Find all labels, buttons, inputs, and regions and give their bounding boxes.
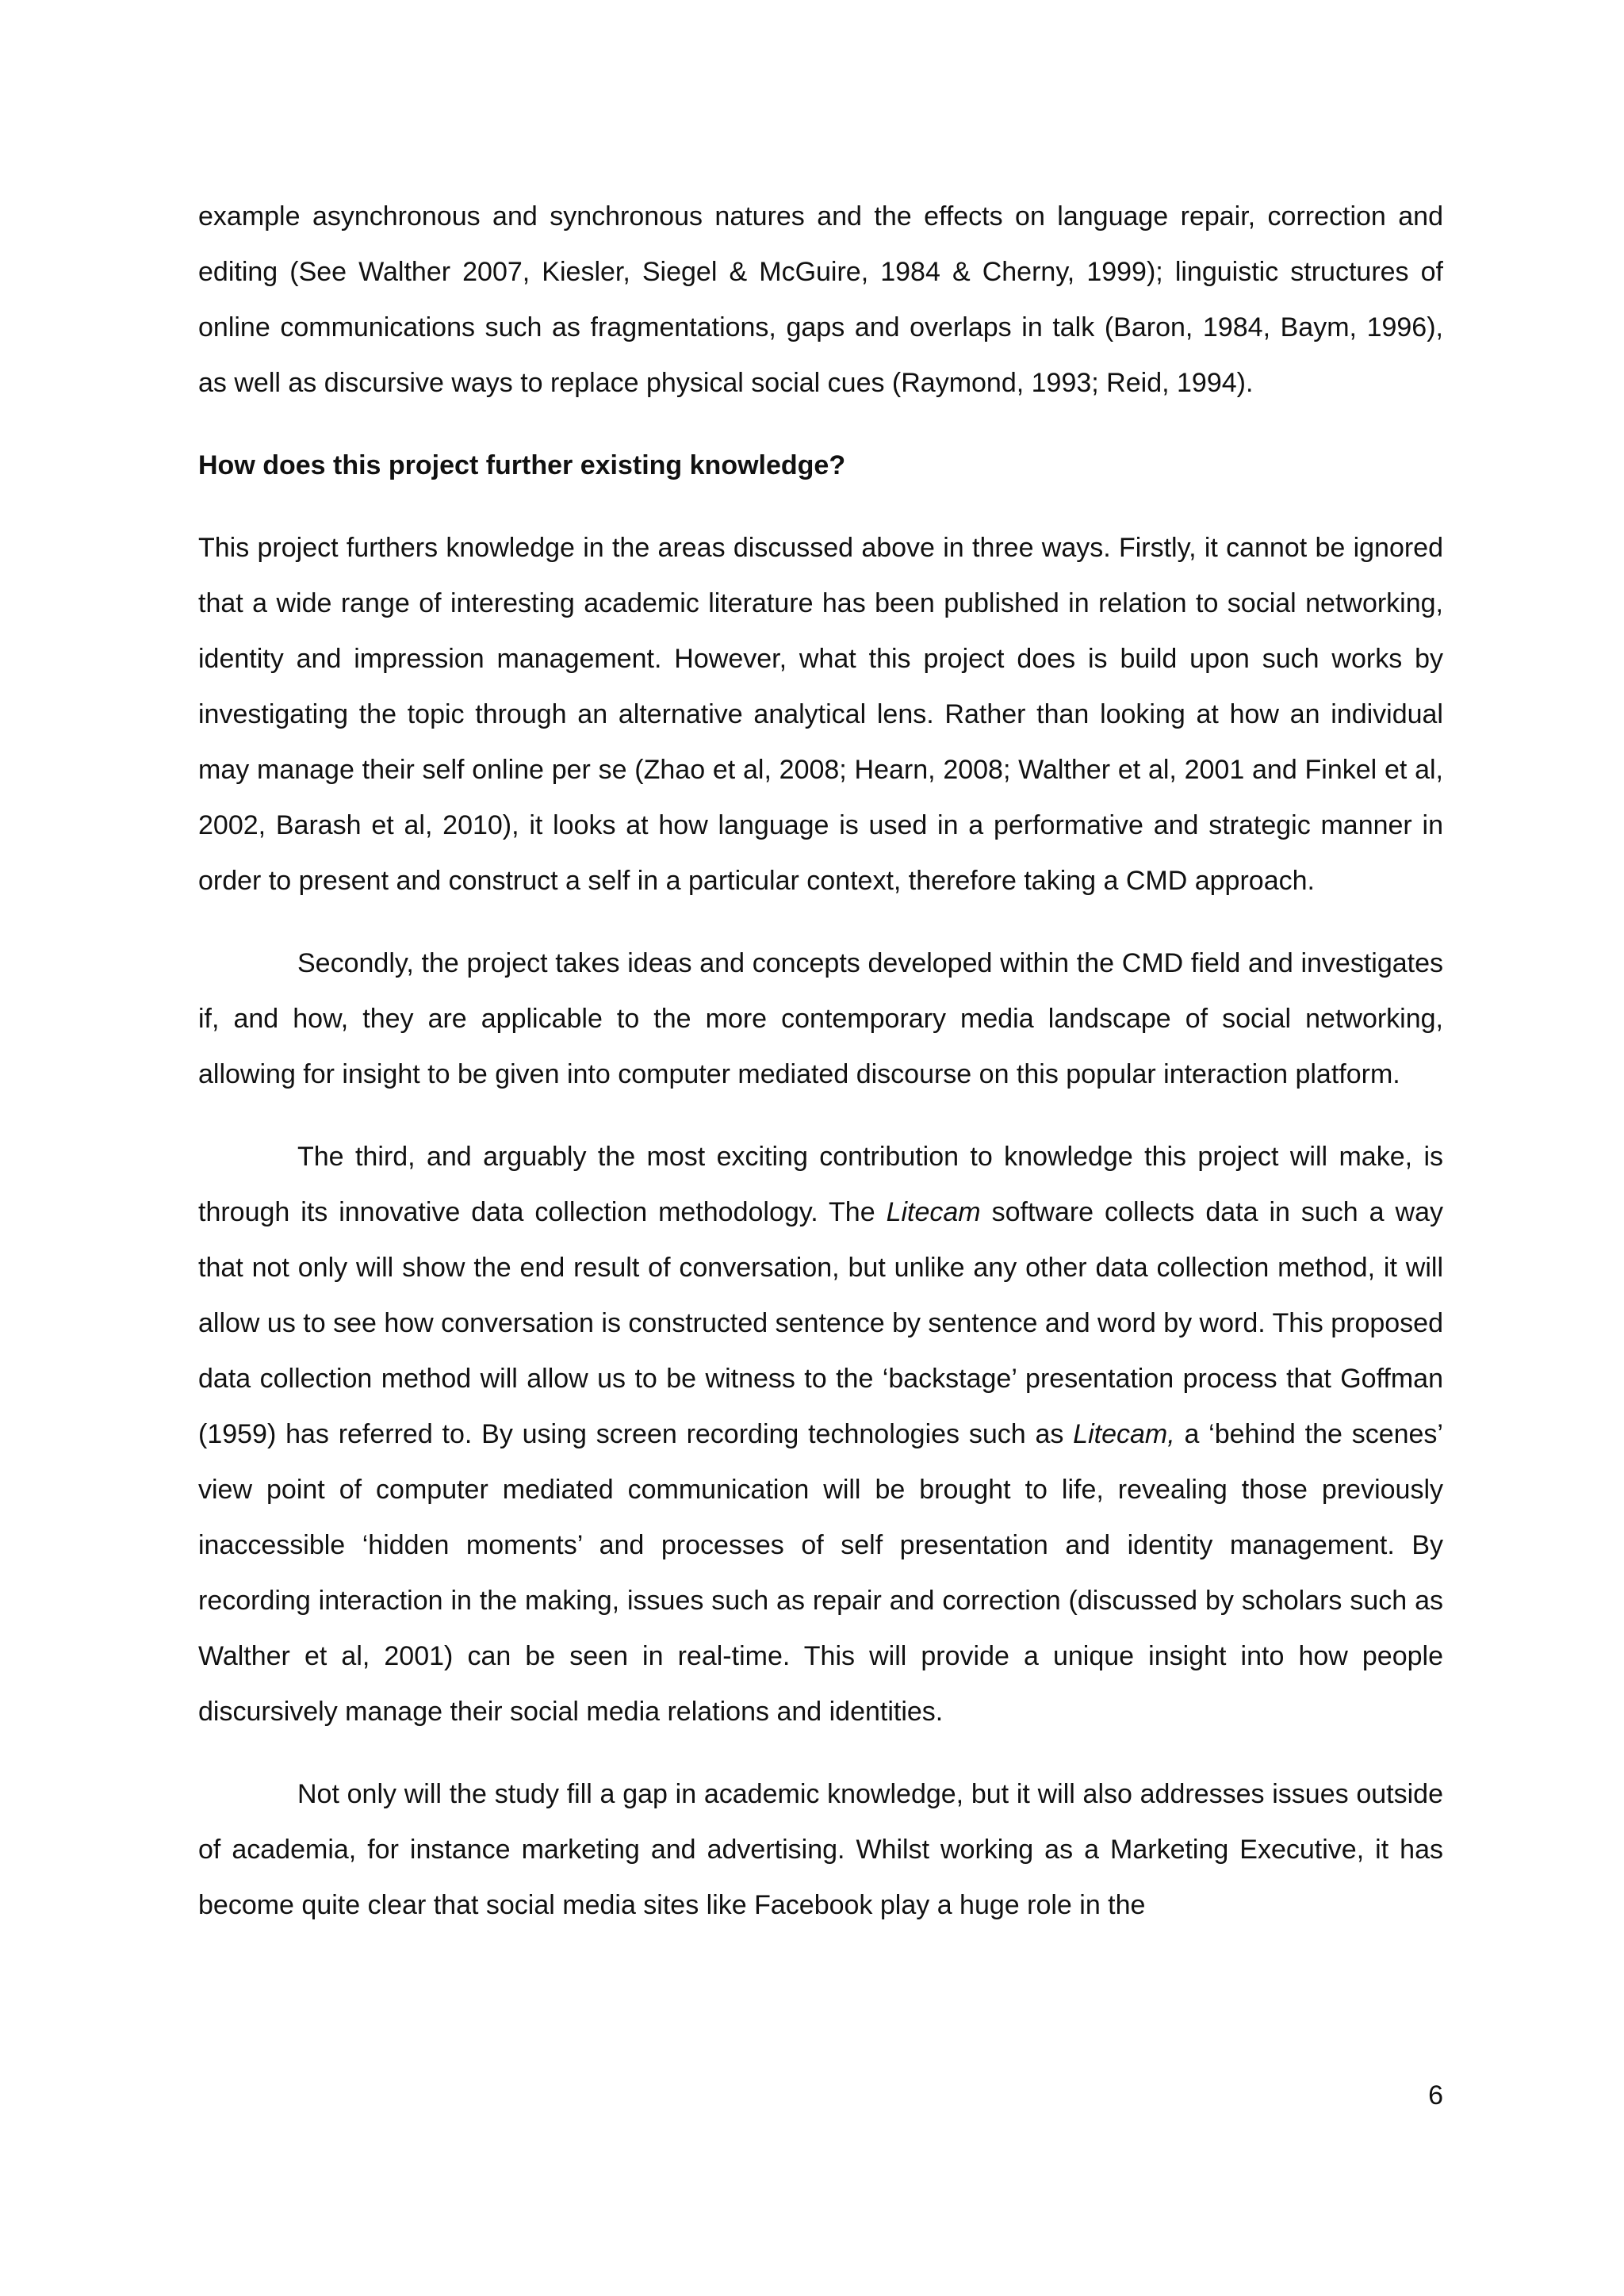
- paragraph-third-way: [198, 1129, 1443, 1739]
- software-name-litecam: Litecam: [886, 1197, 981, 1227]
- paragraph-third-way-text-3: a ‘behind the scenes’ view point of computer mediated communication will be brought to life, revealing those previously inaccessible ‘hidden moments’ and processes of self presentation and identity management. By recording interaction in the making, issues such as repair and correction (discussed by scholars such as Walther et al, 2001) can be seen in real-time. This will provide a unique insight into how people discursively manage their social media relations and identities.: [198, 1419, 1443, 1727]
- software-name-litecam-2: Litecam,: [1073, 1419, 1175, 1449]
- paragraph-gap-fill: Not only will the study fill a gap in academic knowledge, but it will also addresses issues outside of academia, for instance marketing and advertising. Whilst working as a Marketing Executive, it has become quite clear that social media sites like Facebook play a huge role in the: [198, 1779, 1443, 1920]
- paragraph-first-way: This project furthers knowledge in the areas discussed above in three ways. Firstly, it cannot be ignored that a wide range of interesting academic literature has been published in relation to social networking, identity and impression management. However, what this project does is build upon such works by investigating the topic through an alternative analytical lens. Rather than looking at how an individual may manage their self online per se (Zhao et al, 2008; Hearn, 2008; Walther et al, 2001 and Finkel et al, 2002, Barash et al, 2010), it looks at how language is used in a performative and strategic manner in order to present and construct a self in a particular context, therefore taking a CMD approach.: [198, 533, 1443, 896]
- paragraph-third-way-text-1: The third, and arguably the most exciting contribution to knowledge this project will make, is through its innovative data collection methodology. The: [198, 1142, 1443, 1227]
- section-heading: How does this project further existing knowledge?: [198, 450, 846, 480]
- paragraph-intro-continuation: example asynchronous and synchronous natures and the effects on language repair, correction and editing (See Walther 2007, Kiesler, Siegel & McGuire, 1984 & Cherny, 1999); linguistic structures of online communications such as fragmentations, gaps and overlaps in talk (Baron, 1984, Baym, 1996), as well as discursive ways to replace physical social cues (Raymond, 1993; Reid, 1994).: [198, 201, 1443, 398]
- paragraph-second-way: Secondly, the project takes ideas and concepts developed within the CMD field and investigates if, and how, they are applicable to the more contemporary media landscape of social networking, allowing for insight to be given into computer mediated discourse on this popular interaction platform.: [198, 948, 1443, 1089]
- page-number: 6: [1428, 2080, 1443, 2110]
- paragraph-third-way-text-2: software collects data in such a way that not only will show the end result of conversation, but unlike any other data collection method, it will allow us to see how conversation is constructed sentence by sentence and word by word. This proposed data collection method will allow us to be witness to the ‘backstage’ presentation process that Goffman (1959) has referred to. By using screen recording technologies such as: [198, 1197, 1443, 1449]
- document-page: [198, 189, 1443, 1933]
